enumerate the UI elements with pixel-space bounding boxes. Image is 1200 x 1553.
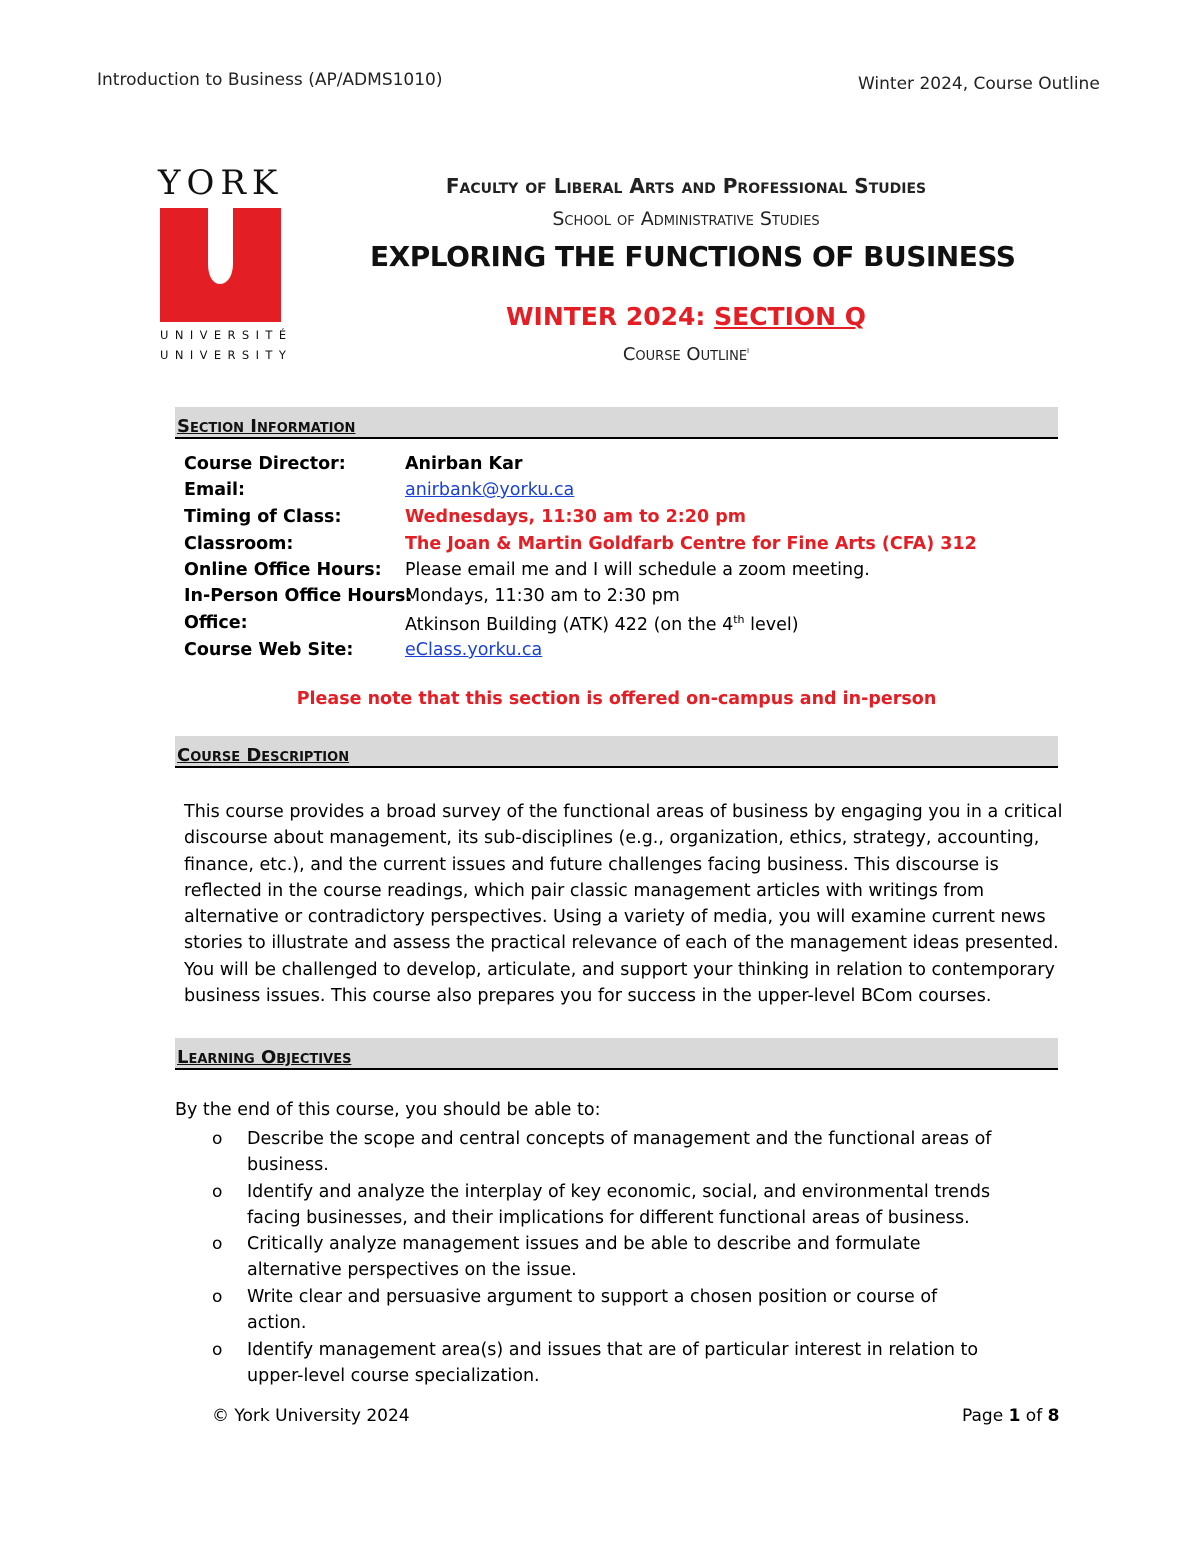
description-line: business issues. This course also prepares you for success in the upper-level BCom courses. (184, 986, 992, 1007)
objective-line: facing businesses, and their implications for different functional areas of business. (247, 1208, 970, 1228)
logo-university: UNIVERSITY (160, 348, 293, 362)
logo-universite: UNIVERSITÉ (160, 328, 293, 342)
office-ordinal: th (733, 613, 745, 626)
objective-line: Identify and analyze the interplay of key economic, social, and environmental trends (247, 1182, 991, 1202)
outline-text: Course Outline (622, 344, 748, 365)
description-line: discourse about management, its sub-disciplines (e.g., organization, ethics, strategy, accounting, (184, 828, 1040, 849)
course-outline-label (370, 344, 1002, 365)
office-text-end: level) (744, 614, 799, 635)
objective-line: Critically analyze management issues and be able to describe and formulate (247, 1234, 921, 1254)
term-heading (370, 302, 1002, 331)
running-header-right: Winter 2024, Course Outline (858, 74, 1100, 94)
york-wordmark: YORK (158, 163, 284, 203)
objective-line: Describe the scope and central concepts of management and the functional areas of (247, 1129, 992, 1149)
info-label: Classroom: (184, 534, 294, 554)
info-label: Course Director: (184, 454, 346, 474)
section-information-header (175, 407, 1058, 439)
school-name: School of Administrative Studies (552, 208, 820, 230)
objective-line: Identify management area(s) and issues that are of particular interest in relation to (247, 1340, 979, 1360)
office-location (405, 613, 799, 635)
inperson-office-hours: Mondays, 11:30 am to 2:30 pm (405, 586, 680, 606)
learning-objectives-header (175, 1038, 1058, 1070)
course-description-paragraph (184, 799, 1064, 1009)
info-label: Timing of Class: (184, 507, 342, 527)
term-section: SECTION Q (714, 302, 867, 331)
course-director-name: Anirban Kar (405, 454, 523, 474)
description-line: reflected in the course readings, which pair classic management articles with writings from (184, 880, 985, 901)
term-prefix: WINTER 2024: (505, 302, 715, 331)
outline-footnote-marker: i (747, 345, 750, 356)
faculty-name: Faculty of Liberal Arts and Professional Studies (445, 174, 927, 198)
description-line: finance, etc.), and the current issues and future challenges facing business. This discourse is (184, 854, 999, 875)
email-link[interactable]: anirbank@yorku.ca (405, 480, 575, 500)
info-label: Online Office Hours: (184, 560, 382, 580)
current-page: 1 (1008, 1406, 1021, 1426)
office-text: Atkinson Building (ATK) 422 (on the 4 (405, 614, 734, 635)
info-label: Email: (184, 480, 245, 500)
course-description-title: Course Description (177, 745, 350, 766)
page-prefix: Page (962, 1406, 1009, 1426)
bullet-icon: o (212, 1340, 223, 1360)
course-website-link[interactable]: eClass.yorku.ca (405, 640, 543, 660)
footer-copyright: © York University 2024 (212, 1406, 410, 1426)
york-u-logo-icon (160, 208, 281, 322)
objective-line: business. (247, 1155, 329, 1175)
course-title: EXPLORING THE FUNCTIONS OF BUSINESS (370, 240, 1016, 273)
objective-line: alternative perspectives on the issue. (247, 1260, 577, 1280)
bullet-icon: o (212, 1129, 223, 1149)
class-timing: Wednesdays, 11:30 am to 2:20 pm (405, 507, 746, 527)
bullet-icon: o (212, 1182, 223, 1202)
description-line: alternative or contradictory perspectives. Using a variety of media, you will examine current news (184, 907, 1046, 928)
description-line: This course provides a broad survey of the functional areas of business by engaging you in a critical (184, 802, 1063, 822)
info-label: In-Person Office Hours: (184, 586, 413, 606)
description-line: You will be challenged to develop, articulate, and support your thinking in relation to contemporary (184, 959, 1055, 980)
footer-page-number (962, 1406, 1059, 1426)
info-label: Course Web Site: (184, 640, 354, 660)
description-line: stories to illustrate and assess the practical relevance of each of the management ideas presented. (184, 933, 1059, 954)
info-label: Office: (184, 613, 248, 633)
running-header-left: Introduction to Business (AP/ADMS1010) (97, 70, 443, 90)
objectives-intro: By the end of this course, you should be able to: (175, 1100, 601, 1120)
bullet-icon: o (212, 1287, 223, 1307)
online-office-hours: Please email me and I will schedule a zoom meeting. (405, 560, 870, 580)
section-information-title: Section Information (177, 416, 356, 437)
objective-line: action. (247, 1313, 307, 1333)
delivery-notice: Please note that this section is offered on-campus and in-person (296, 689, 937, 709)
page-of: of (1020, 1406, 1048, 1426)
total-pages: 8 (1047, 1406, 1060, 1426)
course-description-header (175, 736, 1058, 768)
classroom-location: The Joan & Martin Goldfarb Centre for Fine Arts (CFA) 312 (405, 534, 977, 554)
objective-line: upper-level course specialization. (247, 1366, 540, 1386)
learning-objectives-title: Learning Objectives (177, 1047, 352, 1068)
bullet-icon: o (212, 1234, 223, 1254)
objective-line: Write clear and persuasive argument to support a chosen position or course of (247, 1287, 938, 1307)
